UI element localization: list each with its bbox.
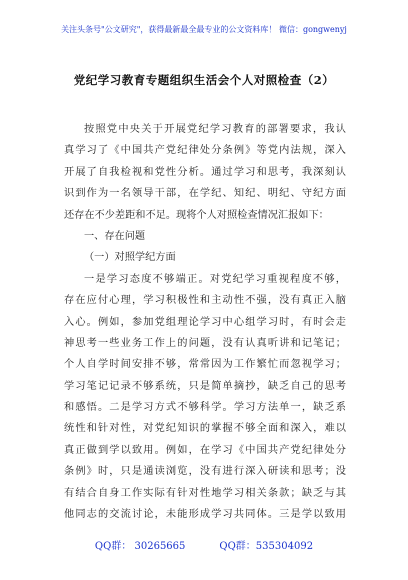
body-text-line: 神思考一些业务工作上的问题，没有认真听讲和记笔记； — [64, 337, 346, 349]
body-text-line: 一、存在问题 — [84, 230, 146, 242]
footer-qq-group-1: QQ群： 30265665 — [94, 541, 186, 552]
body-text-line: 真正做到学以致用。例如，在学习《中国共产党纪律处分 — [64, 444, 346, 456]
body-text-line: 入心。例如，参加党组理论学习中心组学习时，有时会走 — [64, 316, 346, 328]
page-header-notice: 关注头条号"公文研究"，获得最新最全最专业的公文资料库！ 微信：gongwenyj — [61, 25, 347, 34]
page-footer — [0, 537, 408, 552]
body-text-line: 真学习了《中国共产党纪律处分条例》等党内法规，深入 — [64, 145, 346, 157]
document-body — [64, 119, 346, 525]
body-text-line: 按照党中央关于开展党纪学习教育的部署要求，我认 — [84, 124, 346, 135]
body-text-line: 统性和针对性，对党纪知识的掌握不够全面和深入，难以 — [64, 423, 346, 435]
footer-qq-group-2: QQ群：535304092 — [219, 541, 314, 552]
body-text-line: 和感悟。二是学习方式不够科学。学习方法单一，缺乏系 — [64, 402, 346, 414]
body-text-line: 条例》时，只是通读浏览，没有进行深入研读和思考；没 — [64, 466, 346, 478]
body-text-line: 开展了自我检视和党性分析。通过学习和思考，我深刻认 — [64, 166, 346, 178]
body-text-line: 存在应付心理，学习积极性和主动性不强，没有真正入脑 — [64, 295, 346, 307]
body-text-line: 识到作为一名领导干部，在学纪、知纪、明纪、守纪方面 — [64, 188, 346, 200]
body-text-line: 学习笔记记录不够系统，只是简单摘抄，缺乏自己的思考 — [64, 380, 346, 392]
document-title: 党纪学习教育专题组织生活会个人对照检查（2） — [73, 73, 335, 87]
body-text-line: 有结合自身工作实际有针对性地学习相关条款；缺乏与其 — [64, 487, 346, 499]
body-text-line: 一是学习态度不够端正。对党纪学习重视程度不够， — [84, 273, 346, 285]
body-text-line: （一）对照学纪方面 — [84, 252, 176, 264]
body-text-line: 个人自学时间安排不够，常常因为工作繁忙而忽视学习； — [64, 359, 346, 371]
body-text-line: 他同志的交流讨论，未能形成学习共同体。三是学以致用 — [64, 509, 346, 521]
body-text-line: 还存在不少差距和不足。现将个人对照检查情况汇报如下： — [64, 209, 329, 221]
